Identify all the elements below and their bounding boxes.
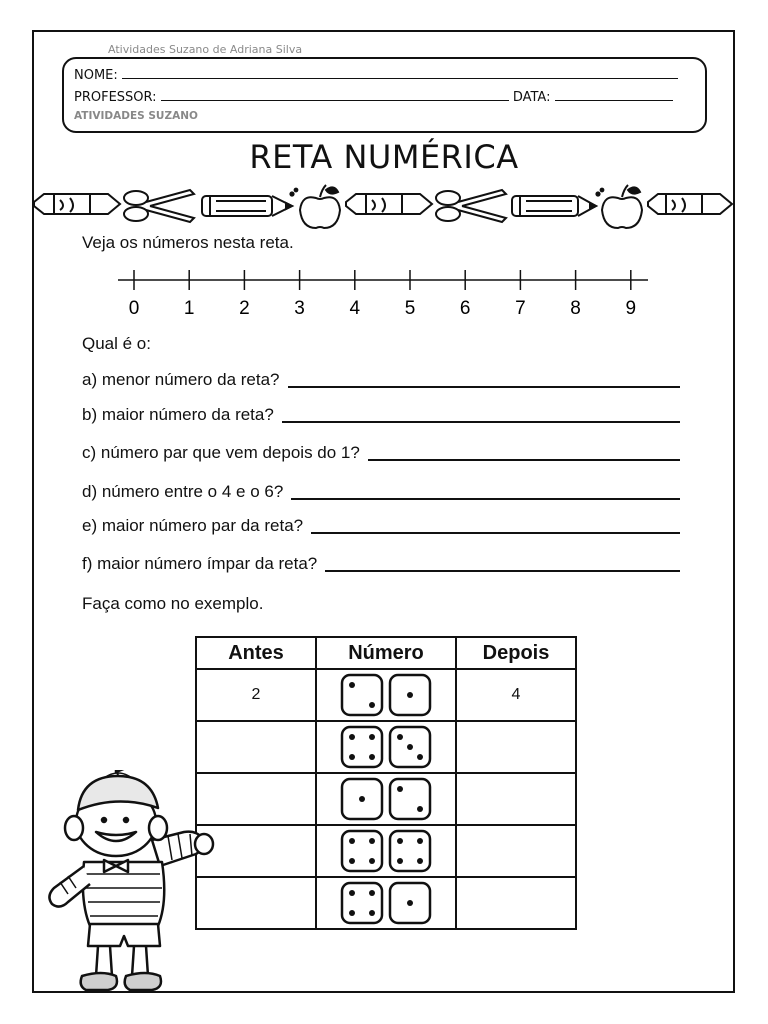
antes-depois-table: [195, 636, 577, 930]
nome-label: NOME:: [74, 68, 118, 83]
header-depois: Depois: [456, 637, 576, 669]
die-pip: [397, 838, 403, 844]
table-row: [196, 773, 576, 825]
die-icon: [388, 777, 432, 821]
table-row: [196, 721, 576, 773]
die-pip: [397, 786, 403, 792]
antes-cell[interactable]: 2: [196, 669, 316, 721]
intro-text: Veja os números nesta reta.: [82, 233, 294, 252]
page-title: RETA NUMÉRICA: [249, 138, 519, 176]
depois-cell[interactable]: [456, 773, 576, 825]
number-line-label: 0: [128, 298, 140, 319]
die-pip: [369, 702, 375, 708]
die-pip: [349, 858, 355, 864]
crayon-icon: [34, 194, 120, 214]
boy-illustration: [34, 770, 219, 995]
professor-label: PROFESSOR:: [74, 90, 157, 105]
apple-icon: [596, 185, 642, 228]
die-pip: [417, 754, 423, 760]
number-line-label: 8: [570, 298, 581, 319]
number-line-label: 4: [349, 298, 361, 319]
die-icon: [340, 725, 384, 769]
die-pip: [349, 754, 355, 760]
question-heading: Qual é o:: [82, 334, 151, 353]
die-pip: [407, 744, 413, 750]
question-text: f) maior número ímpar da reta?: [82, 554, 318, 573]
instruction-text: Faça como no exemplo.: [82, 594, 264, 613]
number-line-label: 5: [404, 298, 416, 319]
die-icon: [340, 829, 384, 873]
die-pip: [369, 754, 375, 760]
die-pip: [417, 858, 423, 864]
table-row: [196, 877, 576, 929]
table-row: [196, 825, 576, 877]
data-label: DATA:: [512, 90, 551, 105]
numero-cell: [316, 721, 456, 773]
scissors-icon: [124, 190, 194, 222]
decorative-border: [30, 180, 738, 230]
nome-field[interactable]: [122, 67, 678, 79]
die-icon: [388, 725, 432, 769]
numero-cell: [316, 773, 456, 825]
crayon-icon: [346, 194, 432, 214]
die-pip: [369, 890, 375, 896]
brand-text: ATIVIDADES SUZANO: [74, 110, 198, 122]
scissors-icon: [436, 190, 506, 222]
die-icon: [340, 881, 384, 925]
answer-line[interactable]: [291, 498, 680, 500]
nome-row: [74, 67, 678, 83]
die-pip: [407, 900, 413, 906]
pencil-icon: [202, 196, 292, 216]
crayon-icon: [648, 194, 732, 214]
number-line-label: 2: [239, 298, 250, 319]
die-pip: [349, 734, 355, 740]
die-pip: [369, 838, 375, 844]
die-pip: [417, 838, 423, 844]
die-pip: [349, 910, 355, 916]
professor-row: [74, 89, 673, 105]
numero-cell: [316, 669, 456, 721]
die-pip: [349, 838, 355, 844]
question-text: c) número par que vem depois do 1?: [82, 443, 360, 462]
answer-line[interactable]: [282, 421, 680, 423]
die-pip: [369, 910, 375, 916]
die-pip: [397, 858, 403, 864]
die-pip: [407, 692, 413, 698]
die-pip: [369, 858, 375, 864]
die-pip: [417, 806, 423, 812]
question-text: b) maior número da reta?: [82, 405, 274, 424]
die-pip: [359, 796, 365, 802]
die-icon: [388, 881, 432, 925]
die-icon: [340, 777, 384, 821]
number-line: [110, 262, 655, 322]
pencil-icon: [512, 196, 596, 216]
answer-line[interactable]: [325, 570, 680, 572]
die-pip: [397, 734, 403, 740]
credit-text: Atividades Suzano de Adriana Silva: [108, 43, 303, 56]
die-icon: [388, 673, 432, 717]
answer-line[interactable]: [288, 386, 681, 388]
data-field[interactable]: [555, 89, 673, 101]
number-line-label: 3: [294, 298, 305, 319]
depois-cell[interactable]: [456, 825, 576, 877]
die-pip: [369, 734, 375, 740]
answer-line[interactable]: [311, 532, 680, 534]
die-icon: [388, 829, 432, 873]
apple-icon: [290, 185, 340, 228]
die-pip: [349, 682, 355, 688]
number-line-label: 7: [515, 298, 526, 319]
number-line-label: 9: [625, 298, 637, 319]
numero-cell: [316, 877, 456, 929]
depois-cell[interactable]: [456, 877, 576, 929]
die-pip: [349, 890, 355, 896]
question-text: e) maior número par da reta?: [82, 516, 304, 535]
table-row: [196, 669, 576, 721]
numero-cell: [316, 825, 456, 877]
number-line-label: 6: [459, 298, 471, 319]
professor-field[interactable]: [161, 89, 509, 101]
header-numero: Número: [316, 637, 456, 669]
depois-cell[interactable]: [456, 721, 576, 773]
answer-line[interactable]: [368, 459, 680, 461]
die-icon: [340, 673, 384, 717]
depois-cell[interactable]: 4: [456, 669, 576, 721]
antes-cell[interactable]: [196, 721, 316, 773]
header-antes: Antes: [196, 637, 316, 669]
number-line-label: 1: [183, 298, 195, 319]
question-text: a) menor número da reta?: [82, 370, 280, 389]
question-text: d) número entre o 4 e o 6?: [82, 482, 284, 501]
